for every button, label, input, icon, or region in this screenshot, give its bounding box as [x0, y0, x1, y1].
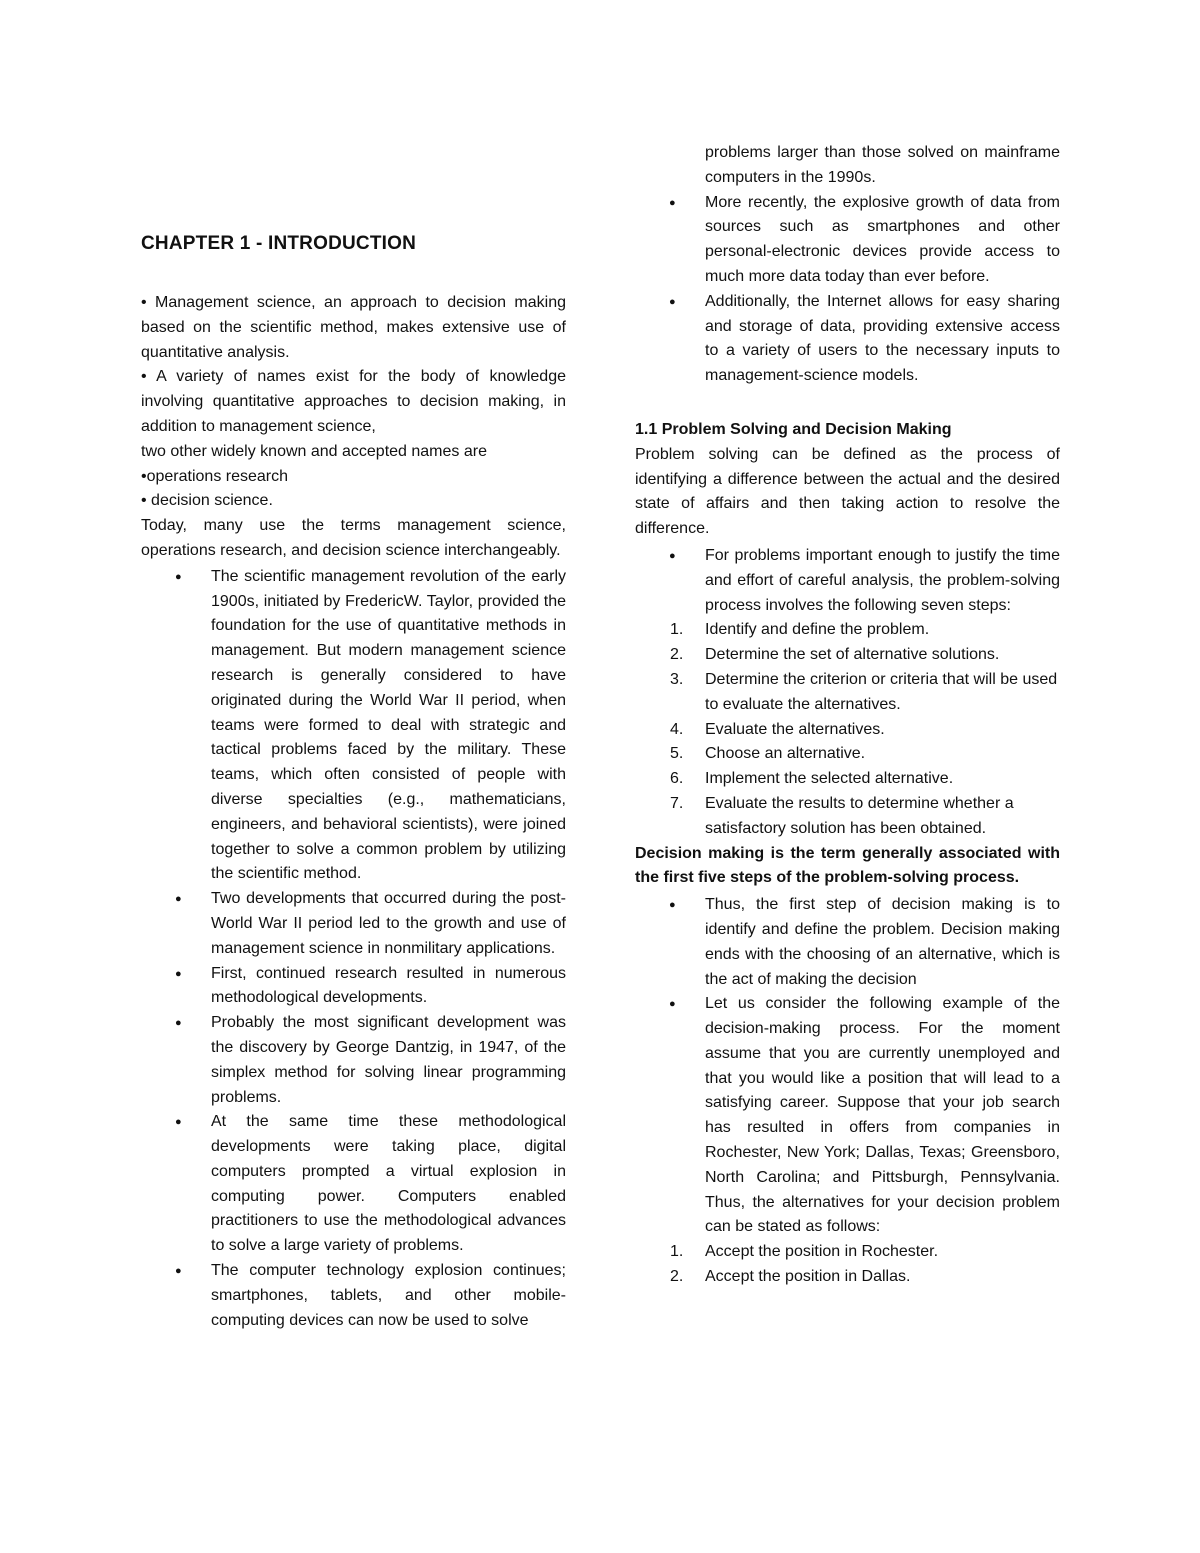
step-item	[635, 668, 1060, 718]
right-top-bullet-list	[635, 191, 1060, 389]
step-item	[635, 618, 1060, 643]
bullet-item: ● Two developments that occurred during the post-World War II period led to the growth and use of management science in nonmilitary applications.	[141, 887, 566, 961]
steps-intro-bullet	[635, 544, 1060, 618]
step-item	[635, 742, 1060, 767]
step-number: 1.	[670, 621, 684, 639]
alternative-number: 2.	[670, 1268, 684, 1286]
step-text: Implement the selected alternative.	[705, 770, 954, 788]
bullet-item: ● Let us consider the following example of the decision-making process. For the moment assume that you are currently unemployed and that you would like a position that will lead to a satisfying career. Suppose that your job search has resulted in offers from companies in Rochester, New York; Dallas, Texas; Greensboro, North Carolina; and Pittsburgh, Pennsylvania. Thus, the alternatives for your decision problem can be stated as follows:	[635, 992, 1060, 1240]
bullet-item: ● Additionally, the Internet allows for easy sharing and storage of data, providing extensive access to a variety of users to the necessary inputs to management-science models.	[635, 290, 1060, 389]
step-item	[635, 718, 1060, 743]
left-column	[141, 291, 566, 1333]
step-item	[635, 792, 1060, 842]
step-text: Choose an alternative.	[705, 745, 866, 763]
step-number: 7.	[670, 794, 684, 812]
alternative-item	[635, 1240, 1060, 1265]
step-text: Evaluate the alternatives.	[705, 720, 885, 738]
step-number: 3.	[670, 670, 684, 688]
intro-paragraph-2: • A variety of names exist for the body of knowledge involving quantitative approaches to decision making, in addition to management science,	[141, 368, 566, 435]
step-text: Determine the criterion or criteria that will be used to evaluate the alternatives.	[705, 670, 1058, 713]
alternative-item	[635, 1265, 1060, 1290]
step-number: 5.	[670, 745, 684, 763]
step-number: 6.	[670, 770, 684, 788]
step-text: Determine the set of alternative solutions.	[705, 646, 1000, 664]
step-text: Evaluate the results to determine whether a satisfactory solution has been obtained.	[705, 794, 1014, 837]
bullet-item: ● For problems important enough to justify the time and effort of careful analysis, the problem-solving process involves the following seven steps:	[635, 544, 1060, 618]
bullet-item: ● The scientific management revolution of the early 1900s, initiated by FredericW. Taylor, provided the foundation for the use of quantitative methods in management. But modern management science research is generally considered to have originated during the World War II period, when teams were formed to deal with strategic and tactical problems faced by the military. These teams, which often consisted of people with diverse specialties (e.g., mathematicians, engineers, and behavioral scientists), were joined together to solve a common problem by utilizing the scientific method.	[141, 565, 566, 887]
bullet-item: ● Thus, the first step of decision making is to identify and define the problem. Decision making ends with the choosing of an alternative, which is the act of making the decision	[635, 893, 1060, 992]
problem-solving-steps	[635, 618, 1060, 841]
section-paragraph: Problem solving can be defined as the process of identifying a difference between the actual and the desired state of affairs and then taking action to resolve the difference.	[635, 445, 1060, 538]
right-bottom-bullet-list	[635, 893, 1060, 1240]
section-heading: 1.1 Problem Solving and Decision Making	[635, 420, 952, 438]
bullet-item: ● At the same time these methodological developments were taking place, digital computers prompted a virtual explosion in computing power. Computers enabled practitioners to use the methodological advances to solve a large variety of problems.	[141, 1110, 566, 1259]
left-bullet-list	[141, 565, 566, 1334]
intro-paragraph-1: • Management science, an approach to decision making based on the scientific method, makes extensive use of quantitative analysis.	[141, 294, 566, 361]
intro-item-decision-science: • decision science.	[141, 492, 273, 510]
step-item	[635, 643, 1060, 668]
step-number: 2.	[670, 646, 684, 664]
alternative-number: 1.	[670, 1243, 684, 1261]
alternative-text: Accept the position in Rochester.	[705, 1243, 939, 1261]
bullet-item: ● Probably the most significant development was the discovery by George Dantzig, in 1947, of the simplex method for solving linear programming problems.	[141, 1011, 566, 1110]
step-number: 4.	[670, 720, 684, 738]
continued-bullet-text: problems larger than those solved on mainframe computers in the 1990s.	[705, 144, 1060, 186]
intro-paragraph-3: two other widely known and accepted names are	[141, 442, 487, 460]
step-text: Identify and define the problem.	[705, 621, 930, 639]
right-column	[635, 141, 1060, 1290]
bullet-item: ● The computer technology explosion continues; smartphones, tablets, and other mobile-computing devices can now be used to solve	[141, 1259, 566, 1333]
intro-paragraph-4: Today, many use the terms management science, operations research, and decision science interchangeably.	[141, 517, 566, 559]
bullet-item: ● More recently, the explosive growth of data from sources such as smartphones and other personal-electronic devices provide access to much more data today than ever before.	[635, 191, 1060, 290]
bullet-item: ● First, continued research resulted in numerous methodological developments.	[141, 962, 566, 1012]
chapter-title: CHAPTER 1 - INTRODUCTION	[141, 233, 417, 254]
intro-item-operations-research: •operations research	[141, 467, 289, 485]
decision-making-definition: Decision making is the term generally associated with the first five steps of the problem-solving process.	[635, 844, 1060, 887]
alternatives-list	[635, 1240, 1060, 1290]
step-item	[635, 767, 1060, 792]
alternative-text: Accept the position in Dallas.	[705, 1268, 911, 1286]
